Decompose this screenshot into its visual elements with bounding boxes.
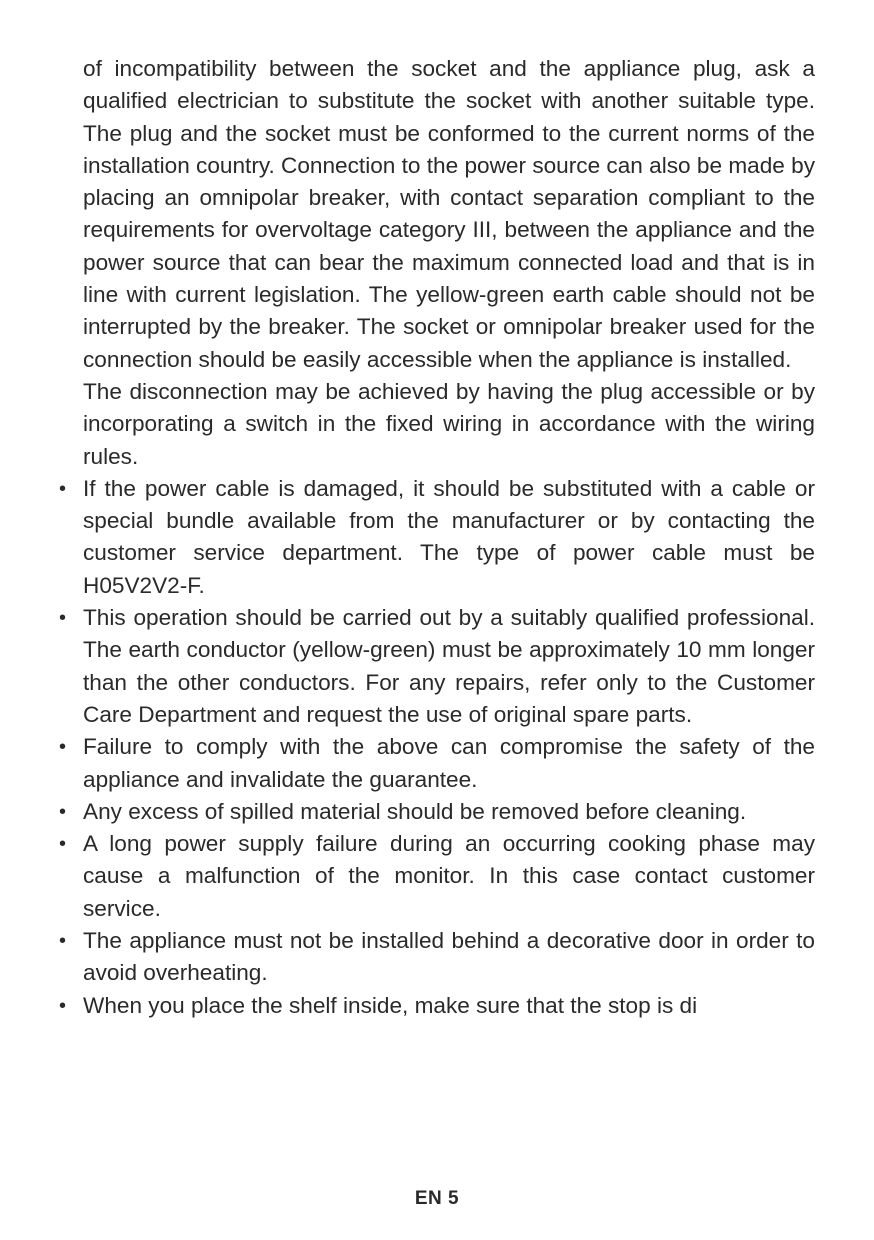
list-item-power-failure: • A long power supply failure during an occurring cooking phase may cause a malfunction of the monitor. In this case contact customer service. <box>83 828 815 925</box>
paragraph-socket-connection: of incompatibility between the socket and the appliance plug, ask a qualified electrician to substitute the socket with another suitable type. The plug and the socket must be conformed to the current norms of the installation country. Connection to the power source can also be made by placing an omnipolar breaker, with contact separation compliant to the requirements for overvoltage category III, between the appliance and the power source that can bear the maximum connected load and that is in line with current legislation. The yellow-green earth cable should not be interrupted by the breaker. The socket or omnipolar breaker used for the connection should be easily accessible when the appliance is installed. <box>83 56 815 372</box>
list-item-decorative-door: • The appliance must not be installed behind a decorative door in order to avoid overheating. <box>83 925 815 990</box>
list-item-spilled-material: • Any excess of spilled material should be removed before cleaning. <box>83 796 815 828</box>
page-number: EN 5 <box>414 1188 460 1209</box>
list-item-failure-to-comply: • Failure to comply with the above can compromise the safety of the appliance and invalidate the guarantee. <box>83 731 815 796</box>
list-item-power-cable: • If the power cable is damaged, it should be substituted with a cable or special bundle available from the manufacturer or by contacting the customer service department. The type of power cable must be H05V2V2-F. <box>83 473 815 602</box>
safety-bullet-list <box>83 473 815 1022</box>
paragraph-disconnection: The disconnection may be achieved by having the plug accessible or by incorporating a switch in the fixed wiring in accordance with the wiring rules. <box>83 378 815 469</box>
list-item-qualified-professional: • This operation should be carried out by a suitably qualified professional. The earth conductor (yellow-green) must be approximately 10 mm longer than the other conductors. For any repairs, refer only to the Customer Care Department and request the use of original spare parts. <box>83 602 815 731</box>
list-item-shelf-stop: • When you place the shelf inside, make sure that the stop is di <box>83 990 815 1022</box>
document-body <box>83 53 815 1022</box>
